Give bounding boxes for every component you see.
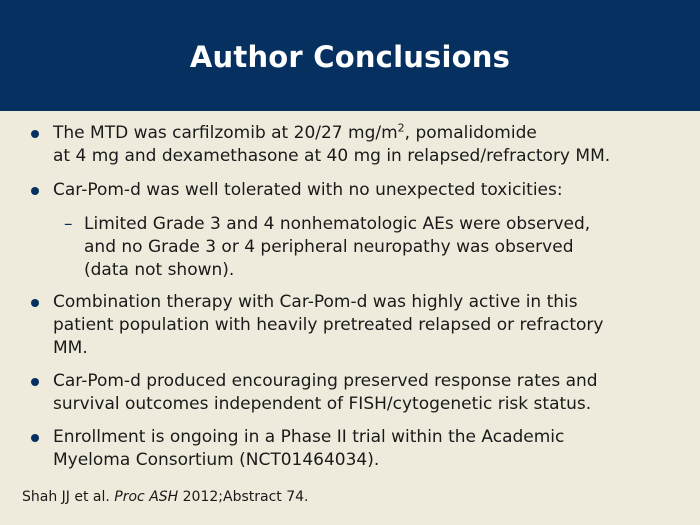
citation-details: 2012;Abstract 74.: [178, 489, 309, 505]
bullet-line: MM.: [53, 338, 88, 358]
bullet-dot: [31, 130, 39, 138]
title-bar: [0, 0, 700, 111]
bullet-text: , pomalidomide: [404, 123, 537, 143]
sub-bullet-line: (data not shown).: [84, 260, 235, 280]
sub-bullet-line: Limited Grade 3 and 4 nonhematologic AEs were observed,: [84, 214, 591, 234]
bullet-tolerated: [53, 179, 693, 202]
superscript: 2: [397, 121, 405, 135]
bullet-line: Myeloma Consortium (NCT01464034).: [53, 450, 380, 470]
citation: [22, 489, 308, 505]
bullet-dot: [31, 434, 39, 442]
bullet-combination: [53, 291, 693, 360]
slide-title: Author Conclusions: [189, 39, 511, 74]
bullet-line: at 4 mg and dexamethasone at 40 mg in relapsed/refractory MM.: [53, 146, 611, 166]
sub-bullet-line: and no Grade 3 or 4 peripheral neuropathy was observed: [84, 237, 574, 257]
bullet-line: patient population with heavily pretreated relapsed or refractory: [53, 315, 604, 335]
bullet-line: survival outcomes independent of FISH/cytogenetic risk status.: [53, 394, 592, 414]
bullet-enrollment: [53, 426, 693, 472]
bullet-dot: [31, 299, 39, 307]
bullet-line: Combination therapy with Car-Pom-d was highly active in this: [53, 292, 578, 312]
bullet-line: [53, 122, 693, 145]
citation-authors: Shah JJ et al.: [22, 489, 115, 505]
dash-marker: –: [64, 214, 73, 234]
bullet-text: The MTD was carfilzomib at 20/27 mg/m: [53, 123, 398, 143]
bullet-response-rates: [53, 370, 693, 416]
bullet-mtd: [53, 122, 693, 168]
citation-journal: Proc ASH: [114, 489, 179, 505]
bullet-line: Enrollment is ongoing in a Phase II trial within the Academic: [53, 427, 565, 447]
bullet-line: Car-Pom-d was well tolerated with no unexpected toxicities:: [53, 180, 563, 200]
sub-bullet-toxicities: [64, 213, 684, 282]
bullet-dot: [31, 187, 39, 195]
bullet-dot: [31, 378, 39, 386]
bullet-line: Car-Pom-d produced encouraging preserved response rates and: [53, 371, 598, 391]
